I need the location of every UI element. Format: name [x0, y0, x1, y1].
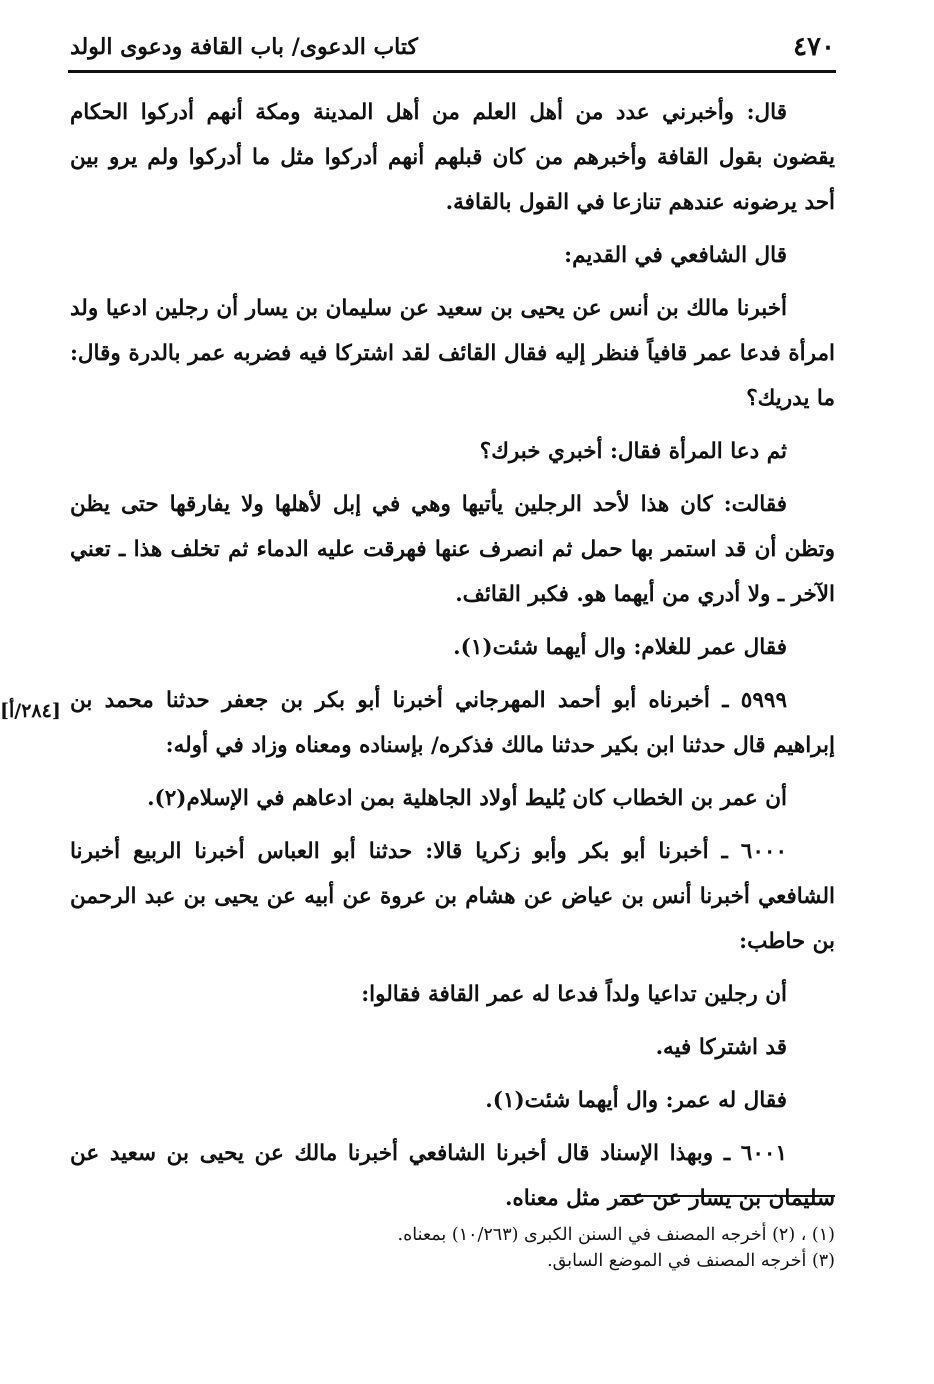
paragraph-8: أن عمر بن الخطاب كان يُليط أولاد الجاهلية بمن ادعاهم في الإسلام(٢).	[147, 786, 787, 811]
footnote-2: (٣) أخرجه المصنف في الموضع السابق.	[547, 1251, 835, 1271]
running-title: كتاب الدعوى/ باب القافة ودعوى الولد	[70, 34, 418, 60]
page-header	[70, 30, 835, 66]
paragraph-5: فقالت: كان هذا لأحد الرجلين يأتيها وهي في إبل لأهلها ولا يفارقها حتى يظن وتظن أن قد استمر بها حمل ثم انصرف عنها فهرقت عليه الدماء ثم تخلف هذا ـ تعني الآخر ـ ولا أدري من أيهما هو. فكبر القائف.	[70, 492, 835, 607]
hadith-6000: ٦٠٠٠ ـ أخبرنا أبو بكر وأبو زكريا قالا: حدثنا أبو العباس أخبرنا الربيع أخبرنا الشافعي أخبرنا أنس بن عياض عن هشام بن عروة عن أبيه عن يحيى بن عبد الرحمن بن حاطب:	[70, 839, 835, 954]
header-rule	[68, 70, 836, 73]
paragraph-12: فقال له عمر: وال أيهما شئت(١).	[485, 1088, 787, 1113]
footnote-1: (١) ، (٢) أخرجه المصنف في السنن الكبرى (١٠/٢٦٣) بمعناه.	[397, 1225, 835, 1245]
hadith-5999: ٥٩٩٩ ـ أخبرناه أبو أحمد المهرجاني أخبرنا أبو بكر بن جعفر حدثنا محمد بن إبراهيم قال حدثنا ابن بكير حدثنا مالك فذكره/ بإسناده ومعناه وزاد في أوله:	[70, 688, 835, 758]
paragraph-1: قال: وأخبرني عدد من أهل العلم من أهل المدينة ومكة أنهم أدركوا الحكام يقضون بقول القافة وأخبرهم من كان قبلهم أنهم أدركوا مثل ما أدركوا ولم يرو بين أحد يرضونه عندهم تنازعا في القول بالقافة.	[70, 100, 835, 215]
hadith-6001: ٦٠٠١ ـ وبهذا الإسناد قال أخبرنا الشافعي أخبرنا مالك عن يحيى بن سعيد عن سليمان بن يسار عن عمر مثل معناه.	[70, 1141, 835, 1211]
paragraph-6: فقال عمر للغلام: وال أيهما شئت(١).	[453, 635, 787, 660]
main-text	[70, 90, 835, 1229]
page-number: ٤٧٠	[793, 32, 835, 62]
margin-folio-note: [٢٨٤/أ]	[0, 700, 61, 722]
paragraph-4: ثم دعا المرأة فقال: أخبري خبرك؟	[479, 439, 787, 464]
paragraph-2: قال الشافعي في القديم:	[564, 243, 787, 268]
footnotes	[300, 1222, 835, 1274]
paragraph-10: أن رجلين تداعيا ولداً فدعا له عمر القافة فقالوا:	[361, 982, 787, 1007]
paragraph-3: أخبرنا مالك بن أنس عن يحيى بن سعيد عن سليمان بن يسار أن رجلين ادعيا ولد امرأة فدعا عمر قافياً فنظر إليه فقال القائف لقد اشتركا فيه فضربه عمر بالدرة وقال: ما يدريك؟	[70, 296, 835, 411]
footnote-rule	[620, 1195, 835, 1197]
paragraph-11: قد اشتركا فيه.	[655, 1035, 787, 1060]
